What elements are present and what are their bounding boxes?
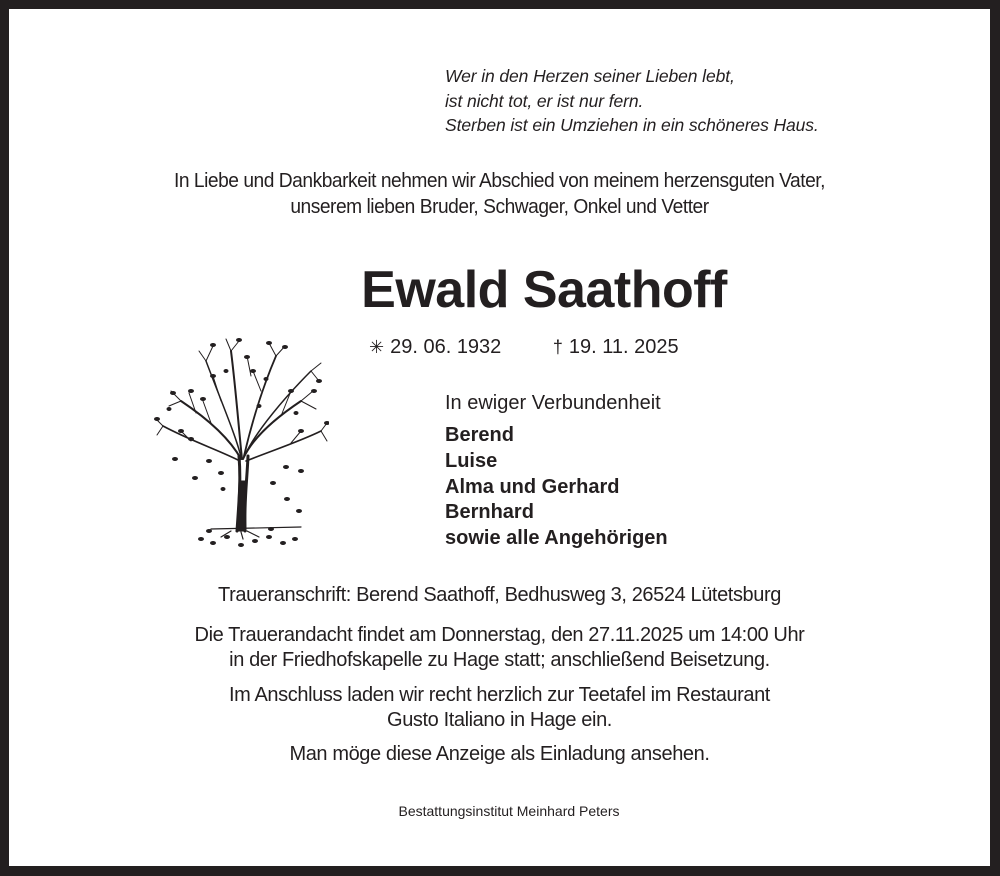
mourner-name: Berend <box>445 424 514 446</box>
mourner-name: Luise <box>445 449 498 472</box>
quote-line: Wer in den Herzen seiner Lieben lebt, <box>445 66 735 86</box>
death-date: 19. 11. 2025 <box>568 336 679 358</box>
service-line: Die Trauerandacht findet am Donnerstag, den 27.11.2025 um 14:00 Uhr <box>194 624 805 646</box>
intro-line: In Liebe und Dankbarkeit nehmen wir Abschied von meinem herzensguten Vater, <box>174 170 826 192</box>
mourners-list <box>445 423 668 552</box>
birth-star-icon: ✳ <box>369 337 385 357</box>
intro-line: unserem lieben Bruder, Schwager, Onkel und Vetter <box>290 196 709 218</box>
quote-line: ist nicht tot, er ist nur fern. <box>445 90 644 111</box>
reception-info <box>9 683 990 733</box>
autumn-tree-icon <box>151 331 329 553</box>
invitation-line: Man möge diese Anzeige als Einladung ansehen. <box>289 743 710 765</box>
invitation-note <box>9 742 990 767</box>
service-line: in der Friedhofskapelle zu Hage statt; anschließend Beisetzung. <box>229 649 770 671</box>
deceased-name: Ewald Saathoff <box>361 261 727 319</box>
quote-line: Sterben ist ein Umziehen in ein schöneres Haus. <box>445 115 819 135</box>
funeral-home: Bestattungsinstitut Meinhard Peters <box>398 803 620 819</box>
address-line: Traueranschrift: Berend Saathoff, Bedhusweg 3, 26524 Lütetsburg <box>218 584 781 606</box>
memorial-quote <box>445 64 819 138</box>
obituary-notice <box>9 9 990 866</box>
family-intro: In ewiger Verbundenheit <box>445 392 661 414</box>
mourner-name: Bernhard <box>445 501 534 524</box>
service-info <box>9 623 990 673</box>
mourner-name: Alma und Gerhard <box>445 475 620 498</box>
life-dates <box>369 334 679 360</box>
death-cross-icon: † <box>552 337 563 357</box>
mourner-name: sowie alle Angehörigen <box>445 527 668 550</box>
reception-line: Gusto Italiano in Hage ein. <box>387 709 612 731</box>
birth-date: 29. 06. 1932 <box>390 336 502 358</box>
intro-text <box>29 168 971 220</box>
reception-line: Im Anschluss laden wir recht herzlich zur Teetafel im Restaurant <box>229 684 770 706</box>
mourning-address <box>9 583 990 608</box>
